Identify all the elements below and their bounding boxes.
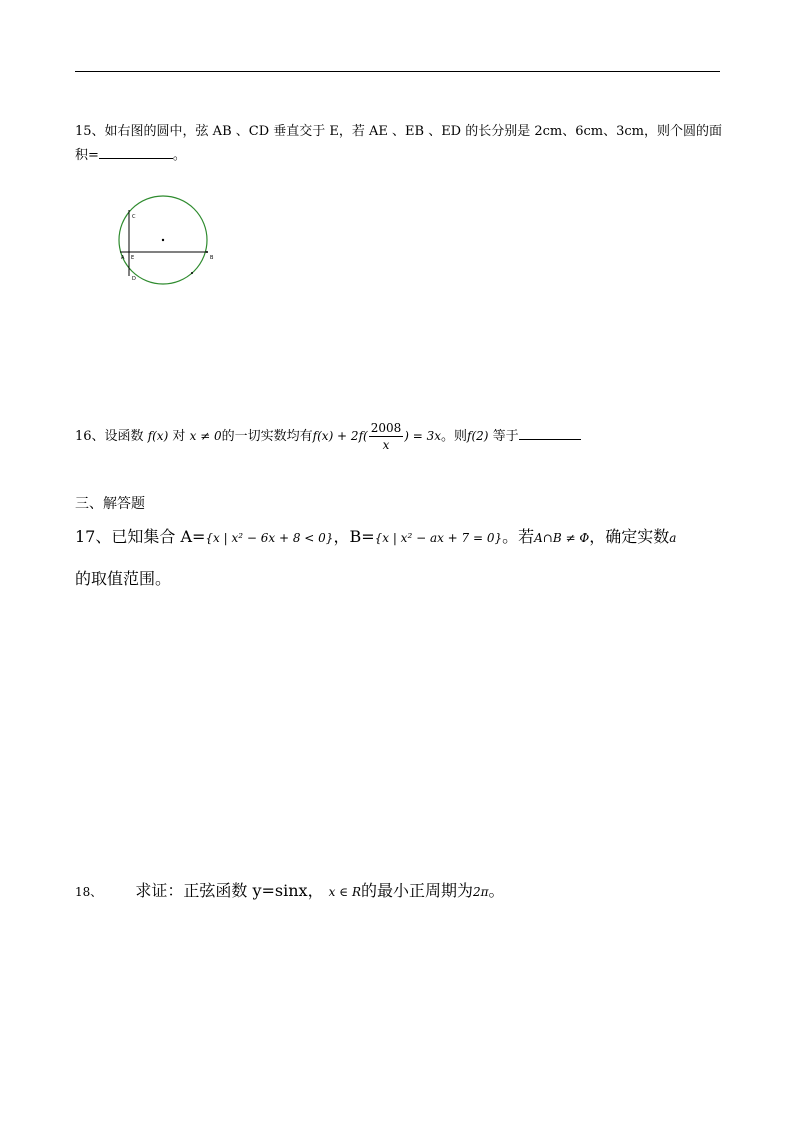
- p16-f2: f(2): [467, 429, 489, 443]
- problem-15-text: 15、如右图的圆中，弦 AB 、CD 垂直交于 E，若 AE 、EB 、ED 的长分别是 2cm、6cm、3cm，则个圆的面: [75, 124, 723, 139]
- p16-rhs: ) = 3x: [404, 429, 442, 443]
- p18-end: 。: [488, 881, 505, 900]
- p16-fraction: [369, 420, 404, 453]
- answer-blank-15[interactable]: [99, 146, 173, 159]
- p18-prefix: 18、: [75, 885, 103, 899]
- p18-text1: 求证：正弦函数 y=sinx，: [135, 881, 324, 900]
- p16-lhs: f(x) + 2f(: [312, 429, 368, 443]
- p17-mid: ，B=: [333, 527, 375, 546]
- p17-var: a: [669, 531, 677, 545]
- p16-frac-den: x: [382, 438, 390, 452]
- label-c: C: [132, 214, 136, 220]
- label-d: D: [132, 276, 136, 282]
- center-point: [162, 239, 164, 241]
- answer-blank-16[interactable]: [519, 427, 581, 440]
- p17-ruo: 。若: [502, 527, 535, 546]
- point-b-dot: [206, 251, 208, 253]
- p16-tail: 。则: [441, 429, 468, 444]
- problem-18: [75, 878, 505, 901]
- label-a: A: [121, 255, 125, 261]
- problem-16: [75, 420, 581, 453]
- point-dot: [191, 272, 193, 274]
- p16-mid: 的一切实数均有: [221, 429, 313, 444]
- label-b: B: [210, 255, 214, 261]
- problem-17: [75, 524, 676, 547]
- p17-setB: {x | x² − ax + 7 = 0}: [374, 531, 503, 545]
- problem-15-answer-line: [75, 144, 186, 163]
- p16-frac-num: 2008: [370, 421, 402, 435]
- p16-end: 等于: [492, 429, 519, 444]
- p18-period: 2π: [473, 885, 489, 899]
- period: 。: [172, 148, 186, 163]
- area-label: 积=: [75, 148, 99, 163]
- p16-fx: f(x): [147, 429, 169, 443]
- header-rule: [75, 71, 720, 72]
- p17-tail: ，确定实数: [589, 527, 670, 546]
- p16-prefix: 16、设函数: [75, 429, 144, 444]
- circle-figure: [112, 190, 222, 290]
- p17-prefix: 17、已知集合 A=: [75, 527, 206, 546]
- p17-cond: A∩B ≠ Φ: [534, 531, 590, 545]
- p18-text2: 的最小正周期为: [361, 881, 474, 900]
- label-e: E: [131, 255, 135, 261]
- p18-cond: x ∈ R: [328, 885, 361, 899]
- p17-setA: {x | x² − 6x + 8 < 0}: [205, 531, 334, 545]
- section-title: 三、解答题: [75, 496, 145, 512]
- p16-cond: x ≠ 0: [189, 429, 222, 443]
- problem-17-line2: 的取值范围。: [75, 569, 172, 588]
- p16-cond-text: 对: [172, 429, 186, 444]
